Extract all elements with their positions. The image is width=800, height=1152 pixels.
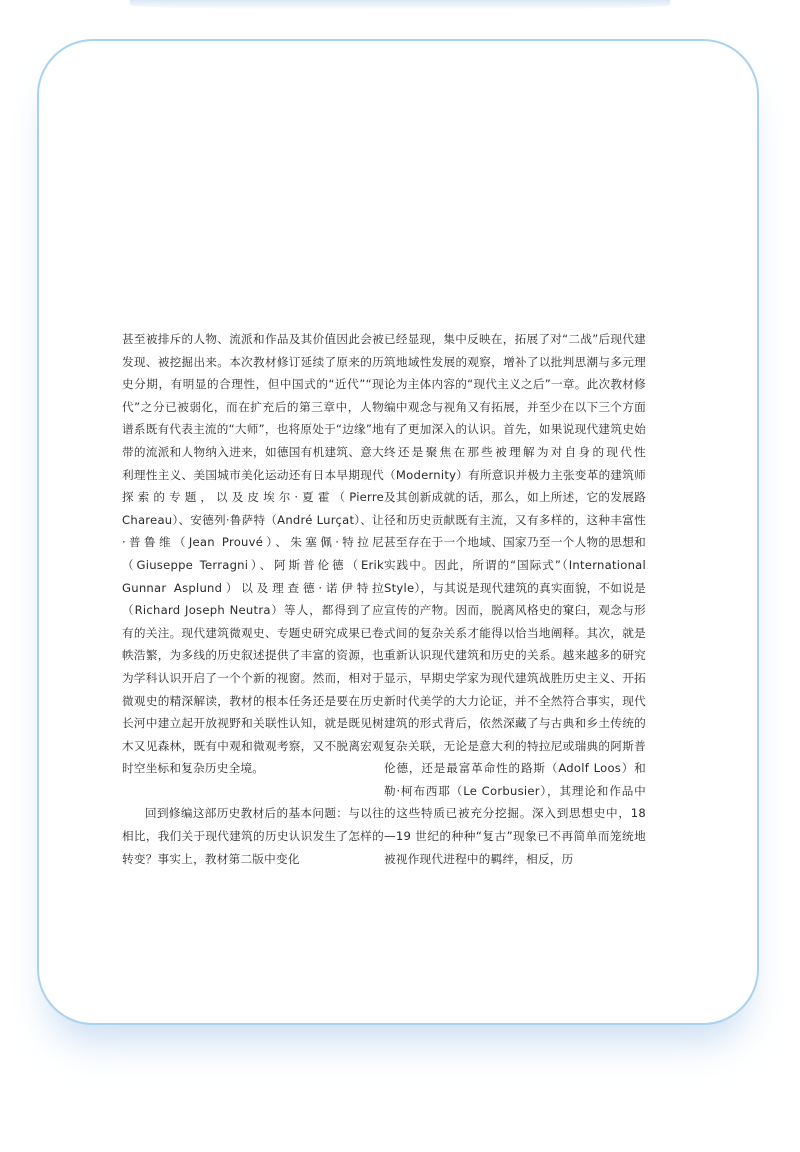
left-column bbox=[122, 328, 384, 870]
left-paragraph-1: 甚至被排斥的人物、流派和作品及其价值因此会被发现、被挖掘出来。本次教材修订延续了原来的历史分期，有明显的合理性，但中国式的“近代”“现代”之分已被弱化，而在扩充后的第三章中，人物谱系既有代表主流的“大师”，也将原处于“边缘”地带的流派和人物纳入进来，如德国有机建筑、意大利理性主义、美国城市美化运动还有日本早期现代探索的专题，以及皮埃尔·夏霍（Pierre Chareau）、安德列·鲁萨特（André Lurçat）、让·普鲁维（Jean Prouvé）、朱塞佩·特拉尼（Giuseppe Terragni）、阿斯普伦德（Erik Gunnar Asplund）以及理查德·诺伊特拉（Richard Joseph Neutra）等人，都得到了应有的关注。现代建筑微观史、专题史研究成果已卷帙浩繁，为多线的历史叙述提供了丰富的资源，也为学科认识开启了一个个新的视窗。然而，相对于微观史的精深解读，教材的根本任务还是要在历史长河中建立起开放视野和关联性认知，就是既见树木又见森林，既有中观和微观考察，又不脱离宏观时空坐标和复杂历史全境。 bbox=[122, 332, 384, 776]
top-shadow bbox=[130, 0, 670, 10]
right-column bbox=[384, 328, 646, 870]
page-card bbox=[37, 39, 759, 1025]
right-paragraph-1: 已经显现，集中反映在，拓展了对“二战”后现代建筑地域性发展的观察，增补了以批判思潮与多元理论为主体内容的“现代主义之后”一章。此次教材修编中观念与视角又有拓展，并至少在以下三个方面有了更加深入的认识。首先，如果说现代建筑史始终还是聚焦在那些被理解为对自身的现代性（Modernity）有所意识并极力主张变革的建筑师及其创新成就的话，那么，如上所述，它的发展路径和历史贡献既有主流，又有多样的，这种丰富性甚至存在于一个地域、国家乃至一个人物的思想和实践中。因此，所谓的“国际式”（International Style），与其说是现代建筑的真实面貌，不如说是宣传的产物。因而，脱离风格史的窠臼，观念与形式间的复杂关系才能得以恰当地阐释。其次，就是重新认识现代建筑和历史的关系。越来越多的研究显示，早期史学家为现代建筑战胜历史主义、开拓新时代美学的大力论证，并不全然符合事实，现代建筑的形式背后，依然深藏了与古典和乡土传统的复杂关联，无论是意大利的特拉尼或瑞典的阿斯普伦德，还是最富革命性的路斯（Adolf Loos）和勒·柯布西耶（Le Corbusier），其理论和作品中的这些特质已被充分挖掘。深入到思想史中，18—19 世纪的种种“复古”现象已不再简单而笼统地被视作现代进程中的羁绊，相反，历 bbox=[384, 332, 646, 866]
left-paragraph-2: 回到修编这部历史教材后的基本问题：与以往相比，我们关于现代建筑的历史认识发生了怎样的转变？事实上，教材第二版中变化 bbox=[122, 806, 384, 866]
